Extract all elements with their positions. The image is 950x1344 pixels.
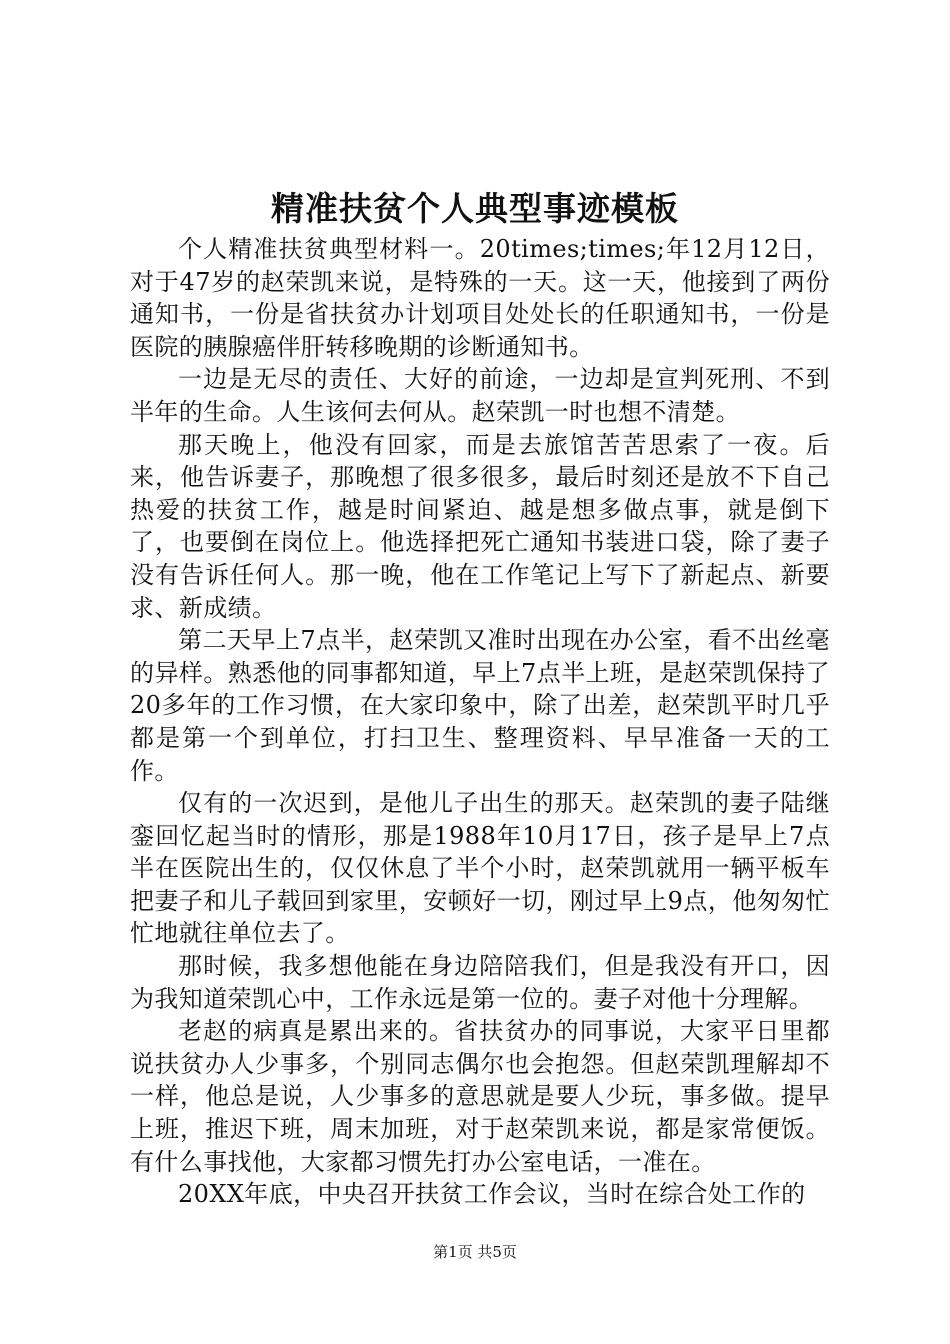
paragraph: 一边是无尽的责任、大好的前途，一边却是宣判死刑、不到半年的生命。人生该何去何从。赵荣凯一时也想不清楚。 [130,365,830,426]
page-footer [0,1241,950,1263]
paragraph: 20XX年底，中央召开扶贫工作会议，当时在综合处工作的 [178,1180,806,1209]
paragraph: 老赵的病真是累出来的。省扶贫办的同事说，大家平日里都说扶贫办人少事多，个别同志偶尔也会抱怨。但赵荣凯理解却不一样，他总是说，人少事多的意思就是要人少玩，事多做。提早上班，推迟下班，周末加班，对于赵荣凯来说，都是家常便饭。有什么事找他，大家都习惯先打办公室电话，一准在。 [130,1017,830,1176]
paragraph: 第二天早上7点半，赵荣凯又准时出现在办公室，看不出丝毫的异样。熟悉他的同事都知道，早上7点半上班，是赵荣凯保持了20多年的工作习惯，在大家印象中，除了出差，赵荣凯平时几乎都是第一个到单位，打扫卫生、整理资料、早早准备一天的工作。 [130,626,830,785]
document-body [130,233,830,1211]
paragraph: 个人精准扶贫典型材料一。20times;times;年12月12日，对于47岁的赵荣凯来说，是特殊的一天。这一天，他接到了两份通知书，一份是省扶贫办计划项目处处长的任职通知书，一份是医院的胰腺癌伴肝转移晚期的诊断通知书。 [130,235,830,361]
paragraph: 仅有的一次迟到，是他儿子出生的那天。赵荣凯的妻子陆继銮回忆起当时的情形，那是1988年10月17日，孩子是早上7点半在医院出生的，仅仅休息了半个小时，赵荣凯就用一辆平板车把妻子和儿子载回到家里，安顿好一切，刚过早上9点，他匆匆忙忙地就往单位去了。 [130,789,830,948]
paragraph: 那天晚上，他没有回家，而是去旅馆苦苦思索了一夜。后来，他告诉妻子，那晚想了很多很多，最后时刻还是放不下自己热爱的扶贫工作，越是时间紧迫、越是想多做点事，就是倒下了，也要倒在岗位上。他选择把死亡通知书装进口袋，除了妻子没有告诉任何人。那一晚，他在工作笔记上写下了新起点、新要求、新成绩。 [130,430,830,622]
page-indicator: 第1页 共5页 [433,1243,517,1261]
document-title: 精准扶贫个人典型事迹模板 [271,189,679,228]
paragraph: 那时候，我多想他能在身边陪陪我们，但是我没有开口，因为我知道荣凯心中，工作永远是第一位的。妻子对他十分理解。 [130,952,830,1013]
